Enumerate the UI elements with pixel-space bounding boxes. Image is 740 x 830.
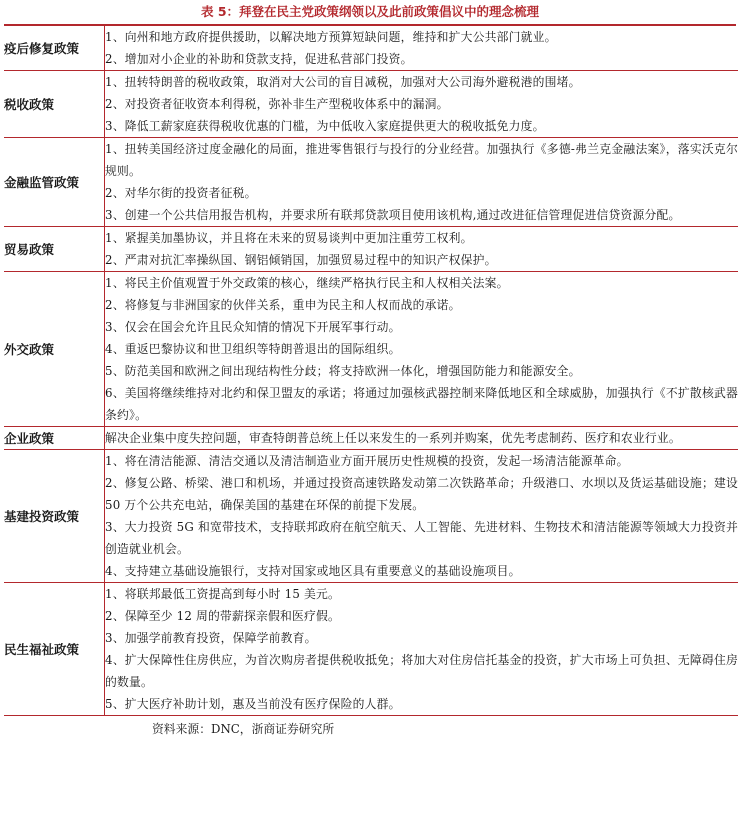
policy-item: 1、将在清洁能源、清洁交通以及清洁制造业方面开展历史性规模的投资，发起一场清洁能源革命。	[105, 454, 629, 468]
table-row	[4, 71, 738, 138]
policy-item: 1、将民主价值观置于外交政策的核心，继续严格执行民主和人权相关法案。	[105, 276, 509, 290]
policy-category: 贸易政策	[4, 227, 105, 272]
policy-item: 2、增加对小企业的补助和贷款支持，促进私营部门投资。	[105, 52, 413, 66]
policy-category: 外交政策	[4, 272, 105, 427]
policy-category: 民生福祉政策	[4, 583, 105, 716]
policy-item: 3、加强学前教育投资，保障学前教育。	[105, 631, 317, 645]
policy-items-cell	[105, 26, 739, 71]
policy-item: 3、降低工薪家庭获得税收优惠的门槛，为中低收入家庭提供更大的税收抵免力度。	[105, 119, 545, 133]
policy-item: 4、支持建立基础设施银行，支持对国家或地区具有重要意义的基础设施项目。	[105, 564, 521, 578]
policy-item: 5、防范美国和欧洲之间出现结构性分歧；将支持欧洲一体化，增强国防能力和能源安全。	[105, 364, 581, 378]
policy-category: 金融监管政策	[4, 138, 105, 227]
policy-item: 2、对投资者征收资本利得税，弥补非生产型税收体系中的漏洞。	[105, 97, 449, 111]
table-row	[4, 26, 738, 71]
policy-items-cell	[105, 272, 739, 427]
table-title: 表 5：拜登在民主党政策纲领以及此前政策倡议中的理念梳理	[200, 4, 540, 19]
policy-item: 4、重返巴黎协议和世卫组织等特朗普退出的国际组织。	[105, 342, 401, 356]
policy-item: 2、严肃对抗汇率操纵国、钢铝倾销国，加强贸易过程中的知识产权保护。	[105, 253, 497, 267]
policy-category: 基建投资政策	[4, 450, 105, 583]
policy-item: 1、紧握美加墨协议，并且将在未来的贸易谈判中更加注重劳工权利。	[105, 231, 473, 245]
policy-table-body	[4, 26, 738, 716]
policy-item: 1、扭转特朗普的税收政策，取消对大公司的盲目减税，加强对大公司海外避税港的围堵。	[105, 75, 581, 89]
policy-item: 6、美国将继续维持对北约和保卫盟友的承诺；将通过加强核武器控制来降低地区和全球威胁，加强执行《不扩散核武器条约》。	[105, 386, 738, 422]
policy-items-cell	[105, 450, 739, 583]
table-row	[4, 272, 738, 427]
table-row	[4, 583, 738, 716]
policy-item: 5、扩大医疗补助计划，惠及当前没有医疗保险的人群。	[105, 697, 401, 711]
policy-item: 解决企业集中度失控问题，审查特朗普总统上任以来发生的一系列并购案，优先考虑制药、医疗和农业行业。	[105, 431, 681, 445]
policy-item: 1、向州和地方政府提供援助，以解决地方预算短缺问题，维持和扩大公共部门就业。	[105, 30, 557, 44]
policy-item: 2、对华尔街的投资者征税。	[105, 186, 257, 200]
table-row	[4, 138, 738, 227]
policy-item: 1、扭转美国经济过度金融化的局面，推进零售银行与投行的分业经营。加强执行《多德-弗兰克金融法案》，落实沃克尔规则。	[105, 142, 738, 178]
policy-item: 3、仅会在国会允许且民众知情的情况下开展军事行动。	[105, 320, 401, 334]
policy-item: 2、保障至少 12 周的带薪探亲假和医疗假。	[105, 609, 340, 623]
policy-category: 企业政策	[4, 427, 105, 450]
table-row	[4, 227, 738, 272]
policy-item: 3、创建一个公共信用报告机构，并要求所有联邦贷款项目使用该机构,通过改进征信管理促进信贷资源分配。	[105, 208, 681, 222]
policy-item: 4、扩大保障性住房供应，为首次购房者提供税收抵免；将加大对住房信托基金的投资，扩大市场上可负担、无障碍住房的数量。	[105, 653, 738, 689]
policy-items-cell	[105, 427, 739, 450]
policy-item: 1、将联邦最低工资提高到每小时 15 美元。	[105, 587, 340, 601]
policy-item: 3、大力投资 5G 和宽带技术，支持联邦政府在航空航天、人工智能、先进材料、生物技术和清洁能源等领域大力投资并创造就业机会。	[105, 520, 738, 556]
policy-item: 2、修复公路、桥梁、港口和机场，并通过投资高速铁路发动第二次铁路革命；升级港口、水坝以及货运基础设施；建设 50 万个公共充电站，确保美国的基建在环保的前提下发展。	[105, 476, 738, 512]
policy-table	[4, 26, 738, 716]
policy-item: 2、将修复与非洲国家的伙伴关系，重申为民主和人权而战的承诺。	[105, 298, 461, 312]
policy-category: 疫后修复政策	[4, 26, 105, 71]
policy-items-cell	[105, 138, 739, 227]
table-row	[4, 450, 738, 583]
policy-items-cell	[105, 227, 739, 272]
policy-items-cell	[105, 71, 739, 138]
source-note: 资料来源：DNC，浙商证券研究所	[152, 722, 335, 736]
policy-category: 税收政策	[4, 71, 105, 138]
policy-items-cell	[105, 583, 739, 716]
table-row	[4, 427, 738, 450]
